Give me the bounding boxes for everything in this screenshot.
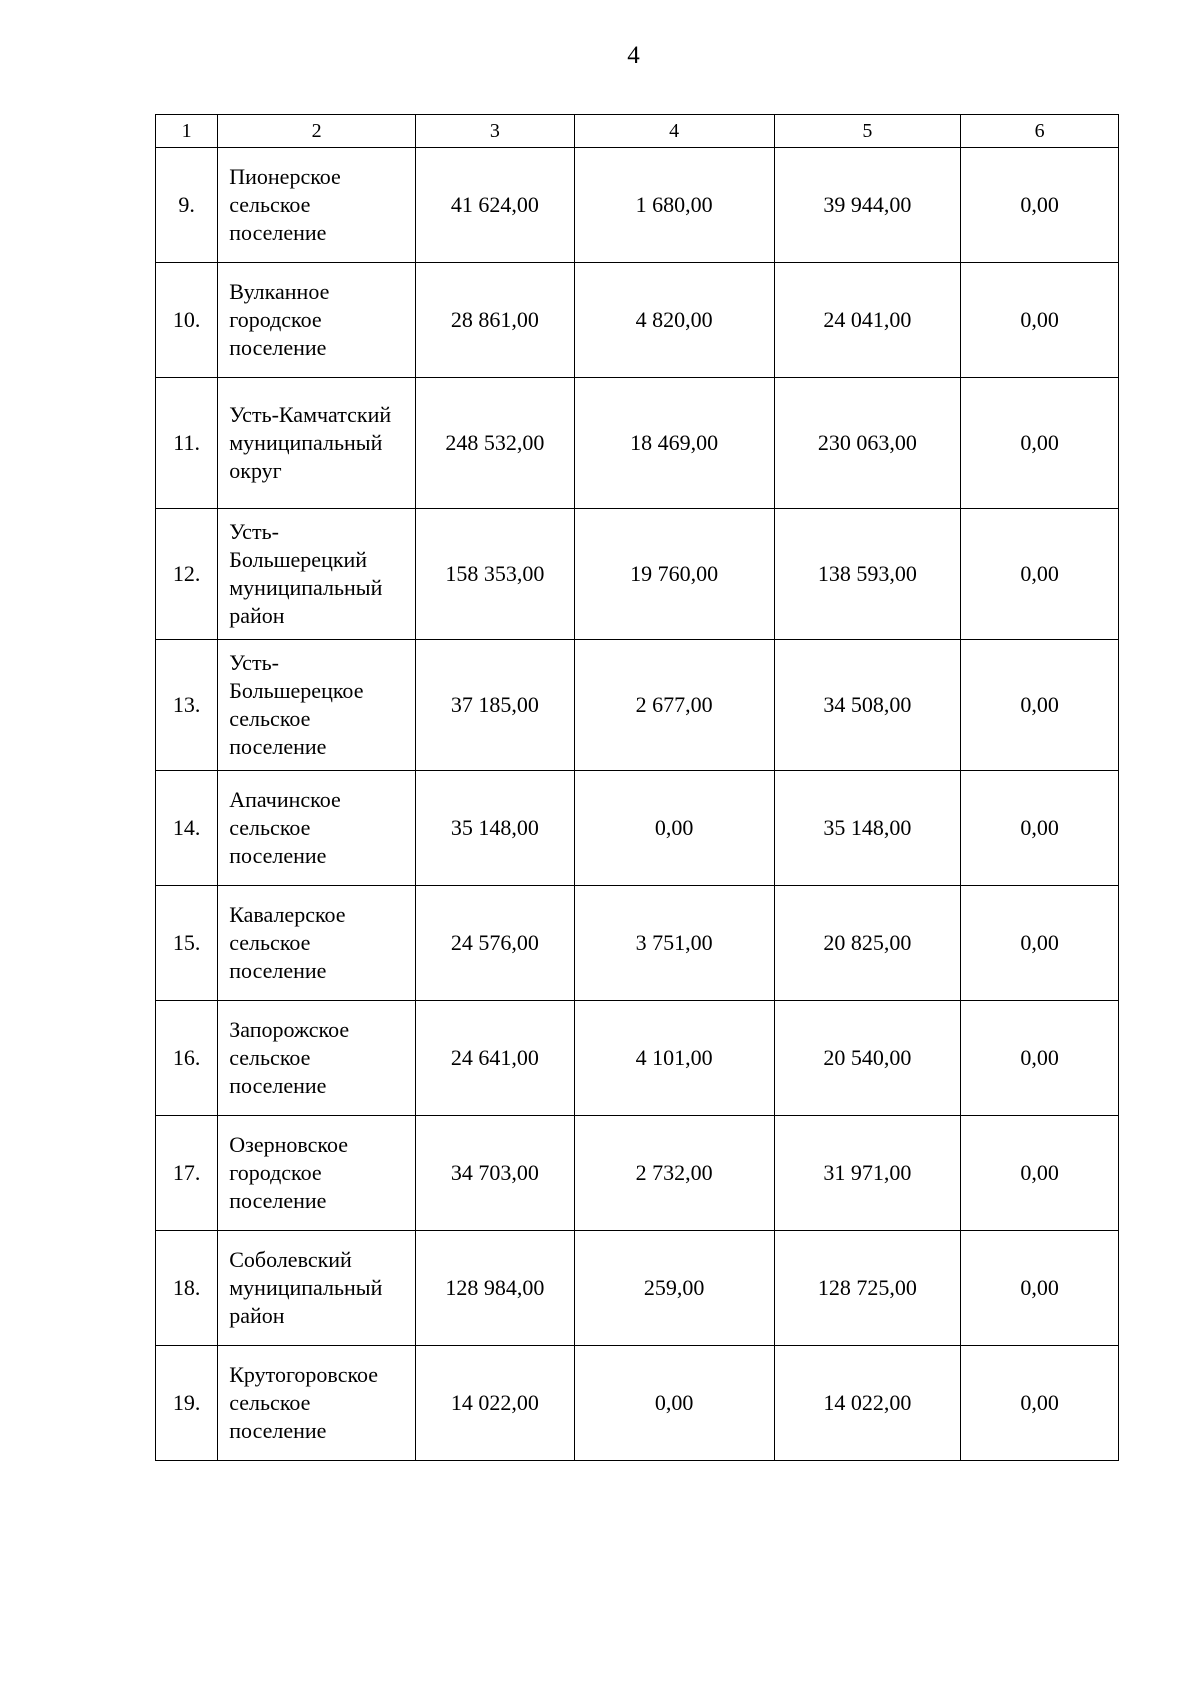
- table-row: [156, 509, 1119, 640]
- table-row: [156, 1346, 1119, 1461]
- table-row: [156, 1001, 1119, 1116]
- value-col3: 248 532,00: [416, 378, 575, 509]
- municipality-name: Соболевский муниципальный район: [218, 1231, 416, 1346]
- value-col6: 0,00: [961, 640, 1119, 771]
- column-number-row: [156, 115, 1119, 148]
- value-col5: 24 041,00: [774, 263, 961, 378]
- column-number-header: 6: [961, 115, 1119, 148]
- table-row: [156, 771, 1119, 886]
- value-col5: 230 063,00: [774, 378, 961, 509]
- value-col5: 20 540,00: [774, 1001, 961, 1116]
- table-row: [156, 378, 1119, 509]
- value-col4: 2 677,00: [574, 640, 774, 771]
- value-col4: 19 760,00: [574, 509, 774, 640]
- value-col5: 138 593,00: [774, 509, 961, 640]
- table-row: [156, 886, 1119, 1001]
- column-number-header: 1: [156, 115, 218, 148]
- column-number-header: 4: [574, 115, 774, 148]
- value-col3: 28 861,00: [416, 263, 575, 378]
- budget-table: [155, 114, 1119, 1461]
- value-col6: 0,00: [961, 1116, 1119, 1231]
- municipality-name: Кавалерское сельское поселение: [218, 886, 416, 1001]
- column-number-header: 2: [218, 115, 416, 148]
- municipality-name: Запорожское сельское поселение: [218, 1001, 416, 1116]
- value-col5: 128 725,00: [774, 1231, 961, 1346]
- table-row: [156, 1231, 1119, 1346]
- row-number: 17.: [156, 1116, 218, 1231]
- municipality-name: Апачинское сельское поселение: [218, 771, 416, 886]
- row-number: 9.: [156, 148, 218, 263]
- value-col5: 35 148,00: [774, 771, 961, 886]
- row-number: 11.: [156, 378, 218, 509]
- page-number: 4: [627, 42, 640, 69]
- row-number: 16.: [156, 1001, 218, 1116]
- value-col5: 34 508,00: [774, 640, 961, 771]
- row-number: 13.: [156, 640, 218, 771]
- value-col6: 0,00: [961, 1231, 1119, 1346]
- value-col4: 259,00: [574, 1231, 774, 1346]
- value-col5: 20 825,00: [774, 886, 961, 1001]
- municipality-name: Пионерское сельское поселение: [218, 148, 416, 263]
- row-number: 15.: [156, 886, 218, 1001]
- value-col4: 1 680,00: [574, 148, 774, 263]
- table-row: [156, 263, 1119, 378]
- value-col6: 0,00: [961, 378, 1119, 509]
- value-col6: 0,00: [961, 1346, 1119, 1461]
- value-col6: 0,00: [961, 148, 1119, 263]
- value-col3: 24 641,00: [416, 1001, 575, 1116]
- value-col3: 41 624,00: [416, 148, 575, 263]
- municipality-name: Озерновское городское поселение: [218, 1116, 416, 1231]
- table-row: [156, 640, 1119, 771]
- row-number: 19.: [156, 1346, 218, 1461]
- value-col3: 14 022,00: [416, 1346, 575, 1461]
- value-col4: 2 732,00: [574, 1116, 774, 1231]
- value-col5: 39 944,00: [774, 148, 961, 263]
- municipality-name: Вулканное городское поселение: [218, 263, 416, 378]
- value-col3: 37 185,00: [416, 640, 575, 771]
- row-number: 14.: [156, 771, 218, 886]
- value-col3: 24 576,00: [416, 886, 575, 1001]
- row-number: 10.: [156, 263, 218, 378]
- municipality-name: Усть-Большерецкий муниципальный район: [218, 509, 416, 640]
- value-col5: 14 022,00: [774, 1346, 961, 1461]
- value-col4: 3 751,00: [574, 886, 774, 1001]
- municipality-name: Усть-Большерецкое сельское поселение: [218, 640, 416, 771]
- row-number: 18.: [156, 1231, 218, 1346]
- municipality-name: Крутогоровское сельское поселение: [218, 1346, 416, 1461]
- value-col4: 18 469,00: [574, 378, 774, 509]
- municipality-name: Усть-Камчатский муниципальный округ: [218, 378, 416, 509]
- value-col6: 0,00: [961, 886, 1119, 1001]
- value-col6: 0,00: [961, 509, 1119, 640]
- value-col4: 0,00: [574, 771, 774, 886]
- column-number-header: 5: [774, 115, 961, 148]
- value-col4: 4 101,00: [574, 1001, 774, 1116]
- value-col5: 31 971,00: [774, 1116, 961, 1231]
- column-number-header: 3: [416, 115, 575, 148]
- value-col4: 4 820,00: [574, 263, 774, 378]
- value-col6: 0,00: [961, 1001, 1119, 1116]
- value-col3: 34 703,00: [416, 1116, 575, 1231]
- value-col4: 0,00: [574, 1346, 774, 1461]
- row-number: 12.: [156, 509, 218, 640]
- table-row: [156, 148, 1119, 263]
- value-col3: 128 984,00: [416, 1231, 575, 1346]
- value-col3: 158 353,00: [416, 509, 575, 640]
- value-col3: 35 148,00: [416, 771, 575, 886]
- value-col6: 0,00: [961, 263, 1119, 378]
- table-row: [156, 1116, 1119, 1231]
- value-col6: 0,00: [961, 771, 1119, 886]
